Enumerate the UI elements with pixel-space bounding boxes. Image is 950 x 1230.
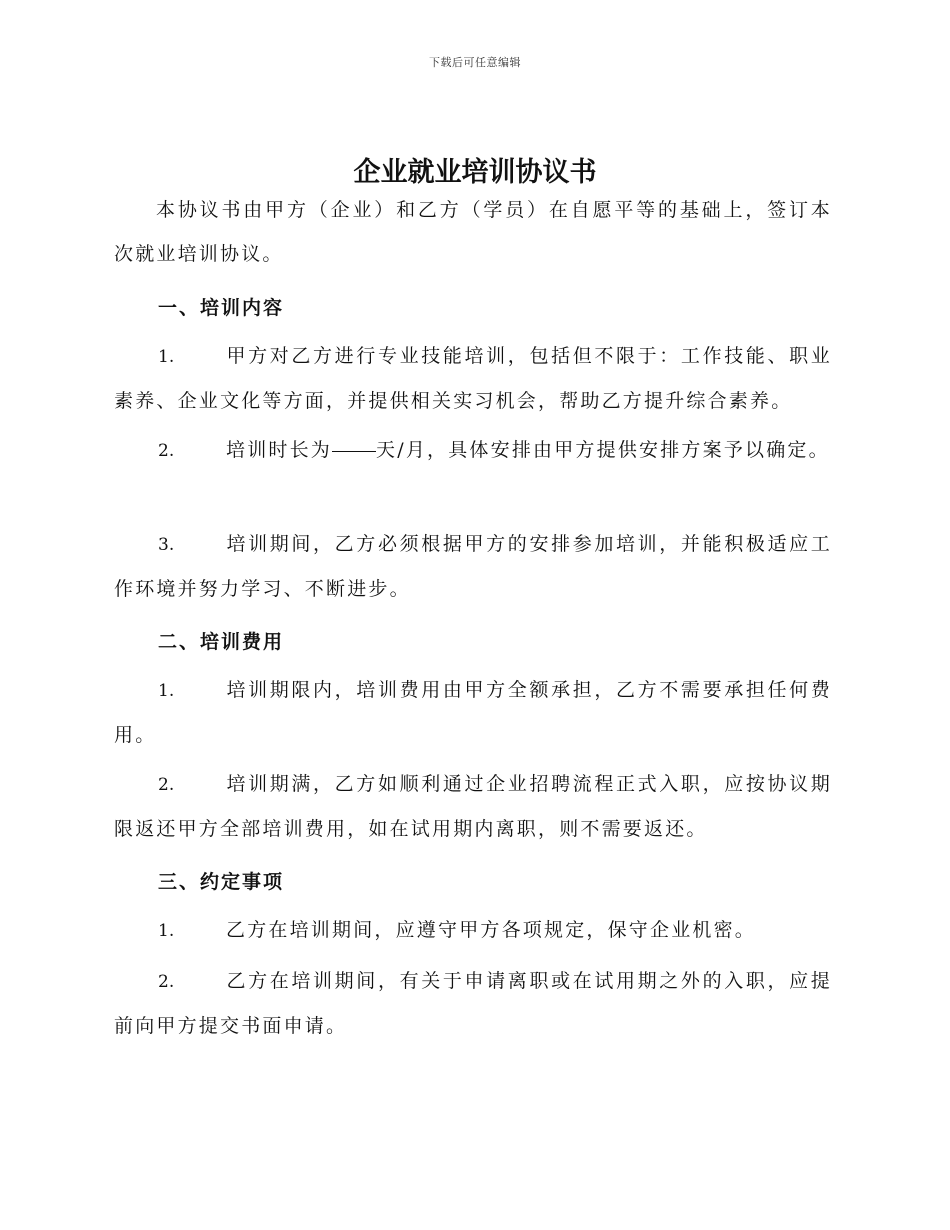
item-text: 培训期限内，培训费用由甲方全额承担，乙方不需要承担任何费用。 [114, 679, 832, 746]
section3-item1 [114, 908, 832, 953]
section-heading-agreed-matters: 三、约定事项 [158, 871, 285, 893]
item-number: 1. [158, 921, 175, 941]
item-number: 3. [158, 535, 175, 555]
section2-item2 [114, 762, 832, 851]
page-header-note: 下载后可任意编辑 [429, 56, 521, 69]
section1-item3 [114, 522, 832, 611]
intro-paragraph: 本协议书由甲方（企业）和乙方（学员）在自愿平等的基础上，签订本次就业培训协议。 [114, 199, 832, 265]
item-number: 2. [158, 972, 175, 992]
section1-item2 [114, 428, 832, 473]
item-text-after-blank: 天/月，具体安排由甲方提供安排方案予以确定。 [376, 439, 830, 461]
item-text: 乙方在培训期间，应遵守甲方各项规定，保守企业机密。 [226, 919, 757, 941]
item-number: 1. [158, 347, 175, 367]
item-number: 2. [158, 775, 175, 795]
item-text-before-blank: 培训时长为 [226, 439, 333, 461]
section-heading-training-content: 一、培训内容 [158, 297, 285, 319]
section3-item2 [114, 959, 832, 1048]
item-text: 培训期满，乙方如顺利通过企业招聘流程正式入职，应按协议期限返还甲方全部培训费用，如在试用期内离职，则不需要返还。 [114, 773, 832, 840]
fill-in-blank [332, 450, 376, 452]
section1-item1 [114, 334, 832, 423]
item-text: 培训期间，乙方必须根据甲方的安排参加培训，并能积极适应工作环境并努力学习、不断进步。 [114, 533, 832, 600]
section2-item1 [114, 668, 832, 757]
item-text: 甲方对乙方进行专业技能培训，包括但不限于：工作技能、职业素养、企业文化等方面，并提供相关实习机会，帮助乙方提升综合素养。 [114, 345, 832, 412]
item-text: 乙方在培训期间，有关于申请离职或在试用期之外的入职，应提前向甲方提交书面申请。 [114, 970, 832, 1037]
section-heading-training-fees: 二、培训费用 [158, 631, 285, 653]
document-title: 企业就业培训协议书 [353, 157, 597, 188]
item-number: 2. [158, 441, 175, 461]
item-number: 1. [158, 681, 175, 701]
